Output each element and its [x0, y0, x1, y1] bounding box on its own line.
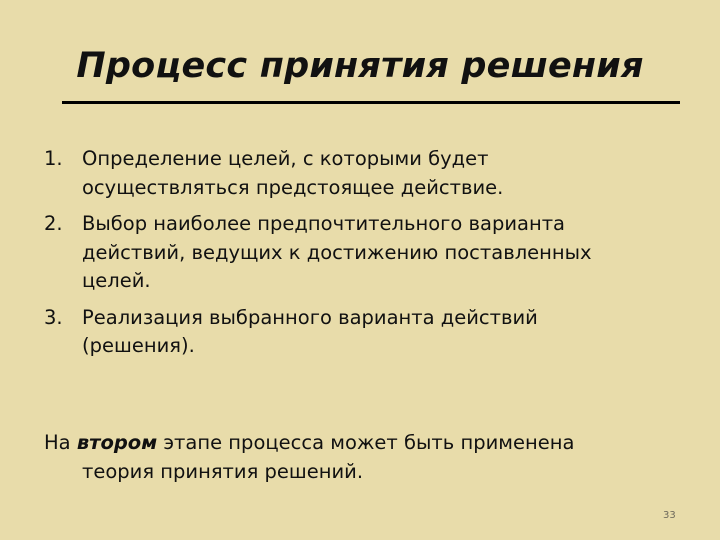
list-item-text-line: целей.: [82, 269, 151, 292]
numbered-list: [44, 145, 664, 369]
note-suffix: этапе процесса может быть применена: [157, 431, 575, 454]
list-item-3: [44, 304, 664, 361]
list-item-text-line: Выбор наиболее предпочтительного варианта: [82, 212, 565, 235]
note-emphasis: втором: [76, 431, 158, 454]
slide-title: Процесс принятия решения: [76, 46, 644, 86]
note-paragraph: [44, 429, 674, 486]
list-item-number: 3.: [44, 305, 63, 329]
page-number: 33: [663, 510, 676, 521]
note-line-2: теория принятия решений.: [82, 459, 364, 483]
list-item-text-line: (решения).: [82, 334, 195, 357]
list-item-2: [44, 210, 664, 296]
note-prefix: На: [44, 431, 77, 454]
list-item-text-line: действий, ведущих к достижению поставленных: [82, 240, 592, 264]
list-item-1: [44, 145, 664, 202]
list-item-number: 1.: [44, 147, 63, 170]
list-item-text-line: Определение целей, с которыми будет: [82, 147, 489, 170]
list-item-text-line: Реализация выбранного варианта действий: [82, 305, 538, 329]
list-item-number: 2.: [44, 212, 63, 235]
list-item-text-line: осуществляться предстоящее действие.: [82, 175, 504, 199]
title-underline: [62, 101, 680, 104]
